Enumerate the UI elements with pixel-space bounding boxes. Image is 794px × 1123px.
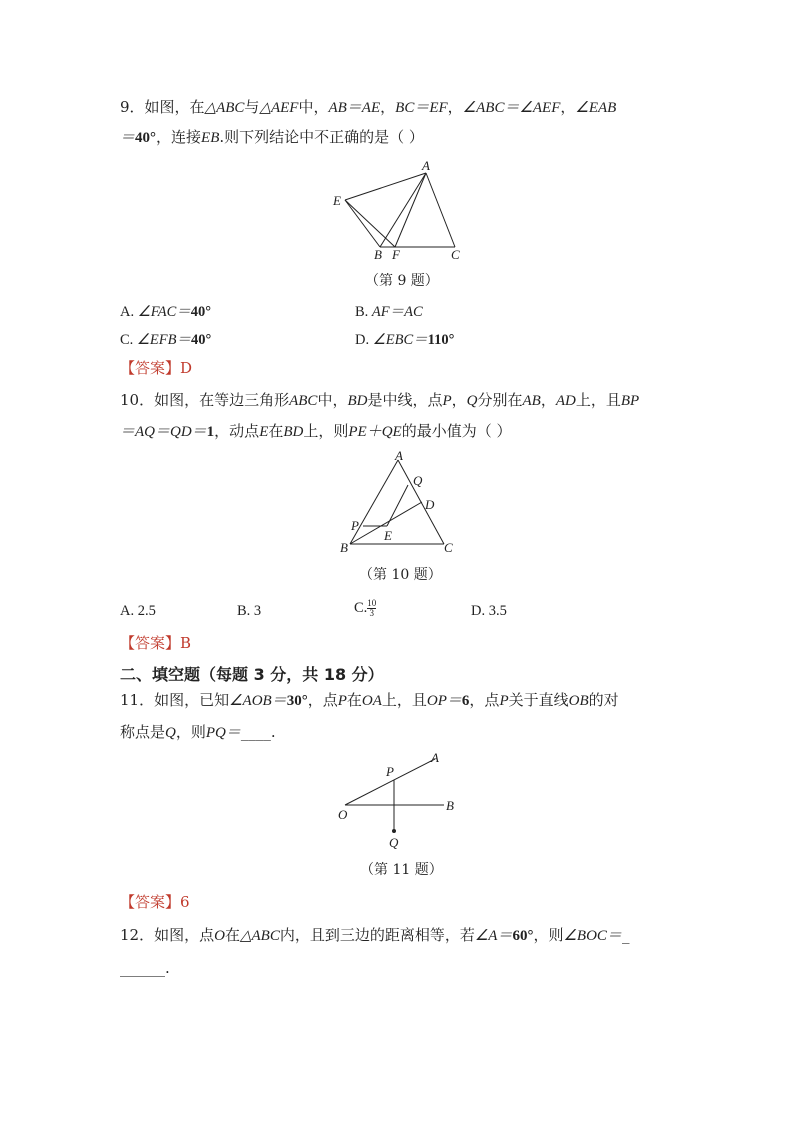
segment-EF bbox=[345, 200, 395, 247]
q10-figure bbox=[330, 448, 465, 560]
q12-blank: ______. bbox=[120, 959, 170, 977]
fraction-numerator: 10 bbox=[367, 598, 377, 609]
option-value: 40° bbox=[190, 304, 212, 320]
option-label: A. bbox=[120, 304, 138, 320]
option-value: 110° bbox=[427, 332, 455, 348]
q11-number: 30° bbox=[286, 693, 308, 709]
q10-text: 上，且 bbox=[575, 391, 621, 409]
answer-tag: 【答案】 bbox=[120, 893, 181, 911]
q9-text: 中， bbox=[298, 98, 329, 116]
q9-text: 9．如图，在 bbox=[120, 98, 205, 116]
q12-blank: _ bbox=[621, 926, 630, 944]
q10-option-c bbox=[354, 598, 376, 618]
q10-text: 是中线，点 bbox=[367, 391, 443, 409]
segment-AF bbox=[395, 173, 426, 247]
q10-math: BD bbox=[283, 424, 304, 440]
q9-number: 40° bbox=[135, 130, 157, 146]
q11-text: 11．如图，已知 bbox=[120, 691, 230, 709]
section-title: 二、填空题（每题 3 分，共 18 分） bbox=[120, 665, 384, 684]
q10-math: P bbox=[442, 393, 452, 409]
q10-math: AB bbox=[522, 393, 541, 409]
q11-caption: （第 11 题） bbox=[360, 862, 443, 878]
fraction bbox=[367, 599, 376, 618]
q10-line-2 bbox=[120, 421, 512, 442]
q9-text: ， bbox=[380, 98, 396, 116]
q11-text: 在 bbox=[346, 691, 362, 709]
q10-text: ， bbox=[540, 391, 556, 409]
label-F: F bbox=[392, 247, 400, 262]
q10-math: ABC bbox=[289, 393, 318, 409]
label-A: A bbox=[395, 448, 403, 463]
q11-math: OA bbox=[361, 693, 382, 709]
segment-QE bbox=[387, 485, 408, 526]
q9-text: ， bbox=[560, 98, 576, 116]
q10-text: ， bbox=[451, 391, 467, 409]
q9-text: ， bbox=[447, 98, 463, 116]
q10-math: AD bbox=[555, 393, 576, 409]
q10-text: 在 bbox=[268, 422, 284, 440]
q11-math: Q bbox=[165, 725, 176, 741]
q11-blank: ____. bbox=[240, 723, 276, 741]
q9-option-d bbox=[355, 330, 454, 350]
q11-text: 的对 bbox=[588, 691, 619, 709]
option-label: C. bbox=[120, 332, 137, 348]
q10-text: 分别在 bbox=[477, 391, 523, 409]
q9-text: ，连接 bbox=[156, 128, 202, 146]
q12-line-2 bbox=[120, 958, 170, 978]
q11-math: P bbox=[337, 693, 347, 709]
q10-option-b: B. 3 bbox=[237, 603, 262, 619]
label-D: D bbox=[425, 497, 435, 512]
q9-option-c bbox=[120, 330, 211, 350]
q10-text: 10．如图，在等边三角形 bbox=[120, 391, 290, 409]
point-Q-dot bbox=[392, 829, 396, 833]
q10-option-d: D. 3.5 bbox=[471, 603, 507, 619]
label-P: P bbox=[386, 764, 394, 779]
q11-number: 6 bbox=[461, 693, 470, 709]
q9-line-1 bbox=[120, 97, 616, 118]
q11-text: ，点 bbox=[469, 691, 500, 709]
q10-text: ，动点 bbox=[214, 422, 260, 440]
q12-math: O bbox=[214, 928, 225, 944]
q9-math: ＝ bbox=[120, 130, 136, 146]
option-label: B. bbox=[355, 304, 372, 320]
q11-text: 上，且 bbox=[381, 691, 427, 709]
option-value: 40° bbox=[191, 332, 212, 348]
q11-text: ，则 bbox=[175, 723, 206, 741]
q9-math: △ABC bbox=[204, 100, 245, 116]
fraction-denominator: 3 bbox=[367, 608, 376, 618]
option-label: D. bbox=[355, 332, 373, 348]
label-A: A bbox=[431, 750, 439, 765]
q9-answer bbox=[120, 358, 192, 378]
option-expr: ∠EBC＝ bbox=[372, 332, 428, 348]
q9-math: BC＝EF bbox=[395, 100, 448, 116]
label-Q: Q bbox=[413, 473, 423, 488]
q12-line-1 bbox=[120, 925, 629, 946]
option-expr: AF＝AC bbox=[371, 304, 423, 320]
q10-math: BP bbox=[620, 393, 640, 409]
q10-text: 中， bbox=[317, 391, 348, 409]
label-C: C bbox=[451, 247, 460, 262]
segment-AB bbox=[380, 173, 426, 247]
answer-tag: 【答案】 bbox=[120, 634, 181, 652]
q9-option-a bbox=[120, 302, 211, 322]
q10-math: E bbox=[259, 424, 269, 440]
q11-text: 关于直线 bbox=[508, 691, 569, 709]
segment-AC bbox=[426, 173, 455, 247]
q9-math: AB＝AE bbox=[328, 100, 381, 116]
answer-value: B bbox=[180, 634, 192, 652]
label-O: O bbox=[338, 807, 348, 822]
option-expr: ∠FAC＝ bbox=[137, 304, 191, 320]
label-A: A bbox=[422, 158, 430, 173]
q12-text: ，则 bbox=[533, 926, 564, 944]
q12-math: ∠BOC＝ bbox=[563, 928, 622, 944]
q10-number: 1 bbox=[206, 424, 215, 440]
q11-math: ∠AOB＝ bbox=[229, 693, 287, 709]
answer-value: 6 bbox=[180, 893, 190, 911]
q11-line-1 bbox=[120, 690, 619, 711]
segment-AE bbox=[345, 173, 426, 200]
q10-answer bbox=[120, 633, 191, 653]
q11-answer bbox=[120, 892, 190, 912]
label-C: C bbox=[444, 540, 453, 555]
q9-math: ∠EAB bbox=[575, 100, 617, 116]
label-B: B bbox=[340, 540, 348, 555]
answer-tag: 【答案】 bbox=[120, 359, 181, 377]
q12-math: △ABC bbox=[239, 928, 280, 944]
q11-figure bbox=[330, 745, 470, 855]
q9-text: 与 bbox=[244, 98, 260, 116]
answer-value: D bbox=[180, 359, 193, 377]
q10-math: Q bbox=[466, 393, 478, 409]
q11-math: PQ＝ bbox=[205, 725, 241, 741]
q11-math: OB bbox=[568, 693, 589, 709]
q10-caption: （第 10 题） bbox=[359, 567, 442, 583]
q9-math: △AEF bbox=[259, 100, 299, 116]
q12-text: 内，且到三边的距离相等，若 bbox=[279, 926, 475, 944]
q10-text: 上，则 bbox=[303, 422, 349, 440]
q9-text: .则下列结论中不正确的是（ ） bbox=[219, 128, 424, 146]
label-P: P bbox=[351, 518, 359, 533]
option-label: C. bbox=[354, 600, 368, 616]
q9-line-2 bbox=[120, 127, 424, 148]
q10-math: ＝AQ＝QD＝ bbox=[120, 424, 207, 440]
q12-number: 60° bbox=[512, 928, 534, 944]
q10-math: BD bbox=[347, 393, 368, 409]
label-Q: Q bbox=[389, 835, 399, 850]
q10-line-1 bbox=[120, 390, 639, 411]
q9-math: EB bbox=[201, 130, 220, 146]
segment-EB bbox=[345, 200, 380, 247]
q12-text: 12．如图，点 bbox=[120, 926, 215, 944]
q12-math: ∠A＝ bbox=[474, 928, 513, 944]
label-B: B bbox=[446, 798, 454, 813]
q11-math: P bbox=[499, 693, 509, 709]
q10-option-a: A. 2.5 bbox=[120, 603, 156, 619]
q9-option-b bbox=[355, 302, 423, 322]
label-E: E bbox=[333, 193, 341, 208]
q9-figure bbox=[320, 155, 470, 265]
q9-math: ∠ABC＝∠AEF bbox=[462, 100, 561, 116]
option-expr: ∠EFB＝ bbox=[136, 332, 191, 348]
q10-text: 的最小值为（ ） bbox=[401, 422, 512, 440]
label-E: E bbox=[384, 528, 392, 543]
q9-caption: （第 9 题） bbox=[365, 273, 439, 289]
label-B: B bbox=[374, 247, 382, 262]
q12-text: 在 bbox=[224, 926, 240, 944]
q11-line-2 bbox=[120, 722, 276, 743]
q11-math: OP＝ bbox=[426, 693, 462, 709]
q10-math: PE＋QE bbox=[348, 424, 402, 440]
q11-text: ，点 bbox=[307, 691, 338, 709]
q11-text: 称点是 bbox=[120, 723, 166, 741]
